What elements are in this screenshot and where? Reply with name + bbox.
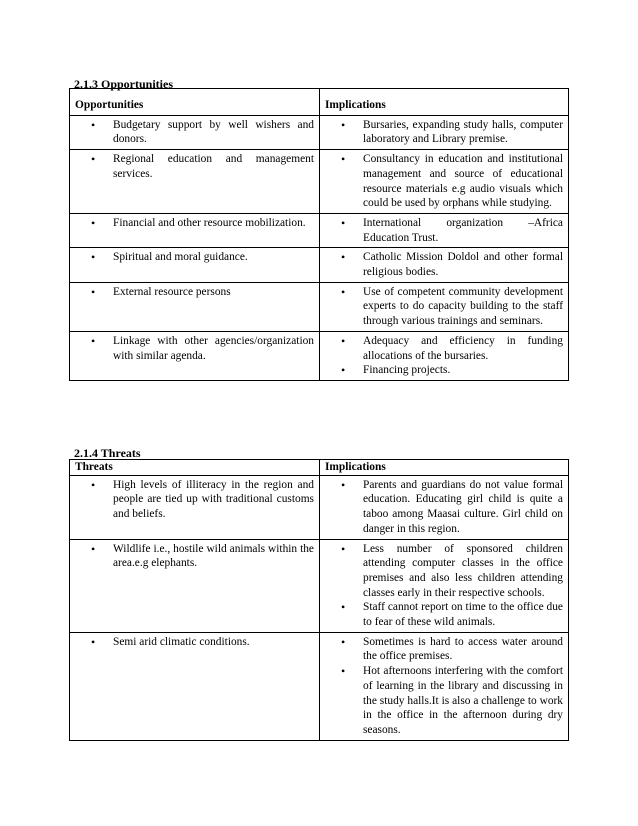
opportunities-column-header: Opportunities <box>70 89 320 116</box>
bullet-item: • High levels of illiteracy in the region and people are tied up with traditional customs and beliefs. <box>113 478 314 522</box>
table-row <box>70 632 569 740</box>
table-row <box>70 213 569 247</box>
bullet-item: • Wildlife i.e., hostile wild animals within the area.e.g elephants. <box>113 542 314 571</box>
threats-table <box>69 459 569 741</box>
bullet-list <box>75 542 314 571</box>
bullet-item: • International organization –Africa Education Trust. <box>363 216 563 245</box>
table-header-row <box>70 460 569 476</box>
table-row <box>70 150 569 214</box>
bullet-list <box>75 334 314 363</box>
table-cell-item <box>70 248 320 282</box>
bullet-list <box>325 118 563 147</box>
bullet-item: • External resource persons <box>113 285 314 300</box>
table-cell-item <box>70 475 320 539</box>
table-row <box>70 539 569 632</box>
bullet-item: • Sometimes is hard to access water around the office premises. <box>363 635 563 664</box>
bullet-list <box>325 285 563 329</box>
opportunities-body <box>70 115 569 380</box>
threats-column-header: Threats <box>70 460 320 476</box>
bullet-item: • Consultancy in education and institutional management and source of educational resource materials e.g audio visuals which could be used by orphans while studying. <box>363 152 563 211</box>
implications-column-header: Implications <box>320 89 569 116</box>
bullet-item: • Parents and guardians do not value formal education. Educating girl child is quite a taboo among Maasai culture. Girl child on danger in this region. <box>363 478 563 537</box>
table-cell-implication <box>320 331 569 380</box>
bullet-item: • Catholic Mission Doldol and other formal religious bodies. <box>363 250 563 279</box>
table-cell-implication <box>320 213 569 247</box>
table-cell-item <box>70 115 320 149</box>
bullet-list <box>325 216 563 245</box>
bullet-list <box>75 216 314 231</box>
opportunities-heading: 2.1.3 Opportunities <box>74 77 174 91</box>
bullet-list <box>75 478 314 522</box>
bullet-list <box>75 635 314 650</box>
threats-heading: 2.1.4 Threats <box>74 446 141 460</box>
table-cell-implication <box>320 115 569 149</box>
bullet-item: • Staff cannot report on time to the office due to fear of these wild animals. <box>363 600 563 629</box>
bullet-item: • Less number of sponsored children attending computer classes in the office premises and also less children attending classes early in their respective schools. <box>363 542 563 601</box>
bullet-item: • Budgetary support by well wishers and donors. <box>113 118 314 147</box>
opportunities-table <box>69 88 569 381</box>
implications-column-header: Implications <box>320 460 569 476</box>
table-cell-implication <box>320 475 569 539</box>
bullet-item: • Use of competent community development experts to do capacity building to the staff through various trainings and seminars. <box>363 285 563 329</box>
table-row <box>70 282 569 331</box>
bullet-list <box>325 152 563 211</box>
bullet-item: • Financing projects. <box>363 363 563 378</box>
table-cell-item <box>70 539 320 632</box>
bullet-item: • Regional education and management services. <box>113 152 314 181</box>
bullet-item: • Financial and other resource mobilization. <box>113 216 314 231</box>
table-cell-item <box>70 282 320 331</box>
bullet-list <box>325 478 563 537</box>
table-row <box>70 248 569 282</box>
table-cell-item <box>70 632 320 740</box>
bullet-list <box>75 118 314 147</box>
bullet-item: • Semi arid climatic conditions. <box>113 635 314 650</box>
table-cell-implication <box>320 282 569 331</box>
bullet-item: • Linkage with other agencies/organization with similar agenda. <box>113 334 314 363</box>
table-cell-implication <box>320 248 569 282</box>
bullet-list <box>325 250 563 279</box>
bullet-list <box>75 250 314 265</box>
table-cell-item <box>70 213 320 247</box>
bullet-list <box>325 635 563 738</box>
table-cell-implication <box>320 632 569 740</box>
bullet-list <box>75 152 314 181</box>
bullet-list <box>325 542 563 630</box>
table-cell-item <box>70 150 320 214</box>
bullet-list <box>75 285 314 300</box>
table-row <box>70 115 569 149</box>
bullet-item: • Adequacy and efficiency in funding allocations of the bursaries. <box>363 334 563 363</box>
table-header-row <box>70 89 569 116</box>
table-row <box>70 475 569 539</box>
bullet-item: • Bursaries, expanding study halls, computer laboratory and Library premise. <box>363 118 563 147</box>
bullet-item: • Spiritual and moral guidance. <box>113 250 314 265</box>
table-row <box>70 331 569 380</box>
table-cell-implication <box>320 150 569 214</box>
threats-body <box>70 475 569 740</box>
table-cell-implication <box>320 539 569 632</box>
bullet-list <box>325 334 563 378</box>
bullet-item: • Hot afternoons interfering with the comfort of learning in the library and discussing in the study halls.It is also a challenge to work in the office in the afternoon during dry seasons. <box>363 664 563 738</box>
table-cell-item <box>70 331 320 380</box>
